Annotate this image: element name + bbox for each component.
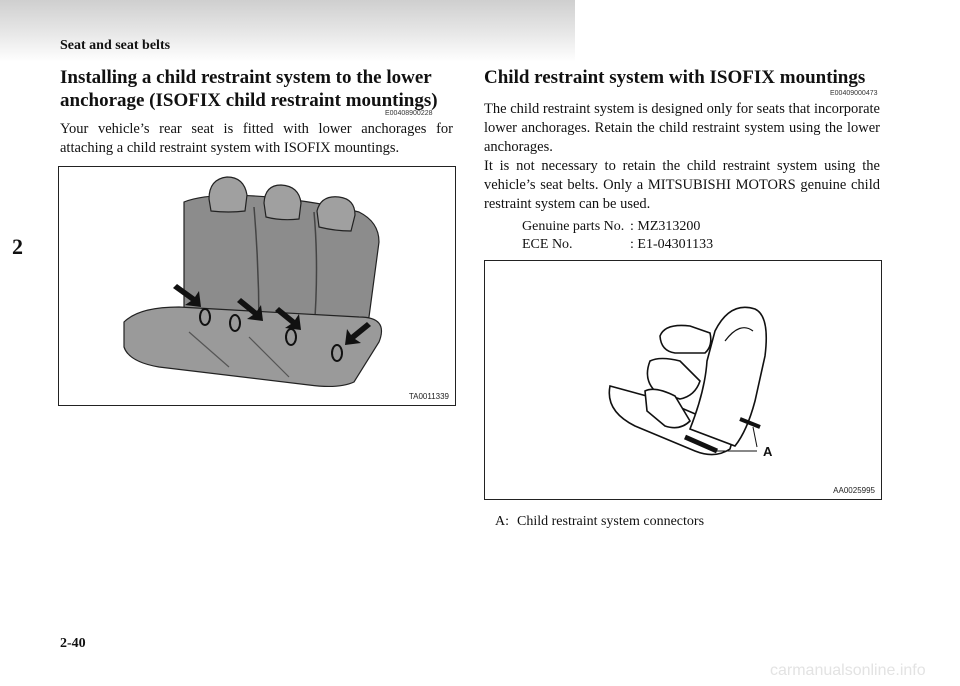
caption-text: Child restraint system connectors (517, 514, 705, 529)
left-body-text: Your vehicle’s rear seat is fitted with lower anchorages for attaching a child restraint system with ISOFIX mountings. (60, 121, 453, 156)
rear-seat-illustration (59, 167, 455, 405)
right-figure-label: AA0025995 (833, 486, 875, 495)
child-seat-figure (484, 260, 882, 500)
right-heading: Child restraint system with ISOFIX mountings (484, 67, 866, 88)
watermark: carmanualsonline.info (770, 662, 926, 679)
left-heading (60, 66, 438, 112)
parts-value: : MZ313200 (630, 219, 701, 234)
connector-marker: A (763, 444, 773, 459)
parts-label: Genuine parts No. (522, 219, 625, 234)
page-number: 2-40 (60, 636, 86, 651)
rear-seat-figure (58, 166, 456, 406)
parts-value: : E1-04301133 (630, 237, 714, 252)
right-body-para2: It is not necessary to retain the child restraint system using the vehicle’s seat belts. Only a MITSUBISHI MOTORS genuine child restraint system can be used. (484, 158, 880, 212)
right-body-para1: The child restraint system is designed only for seats that incorporate lower anchorages. Retain the child restraint system using the lower anchorages. (484, 101, 880, 155)
parts-row (522, 236, 713, 254)
caption-key: A: (495, 514, 509, 529)
left-heading-line1: Installing a child restraint system to the lower (60, 67, 432, 88)
figure-caption (495, 514, 704, 530)
left-figure-label: TA0011339 (408, 392, 449, 401)
parts-table (522, 218, 713, 254)
parts-label: ECE No. (522, 237, 573, 252)
chapter-tab: 2 (12, 234, 23, 259)
right-section-code: E00409000473 (830, 90, 878, 97)
section-title: Seat and seat belts (60, 38, 171, 53)
left-heading-line2: anchorage (ISOFIX child restraint mountings) (60, 90, 438, 111)
child-seat-illustration (485, 261, 881, 499)
left-section-code: E00408900228 (385, 110, 433, 117)
parts-row (522, 218, 713, 236)
